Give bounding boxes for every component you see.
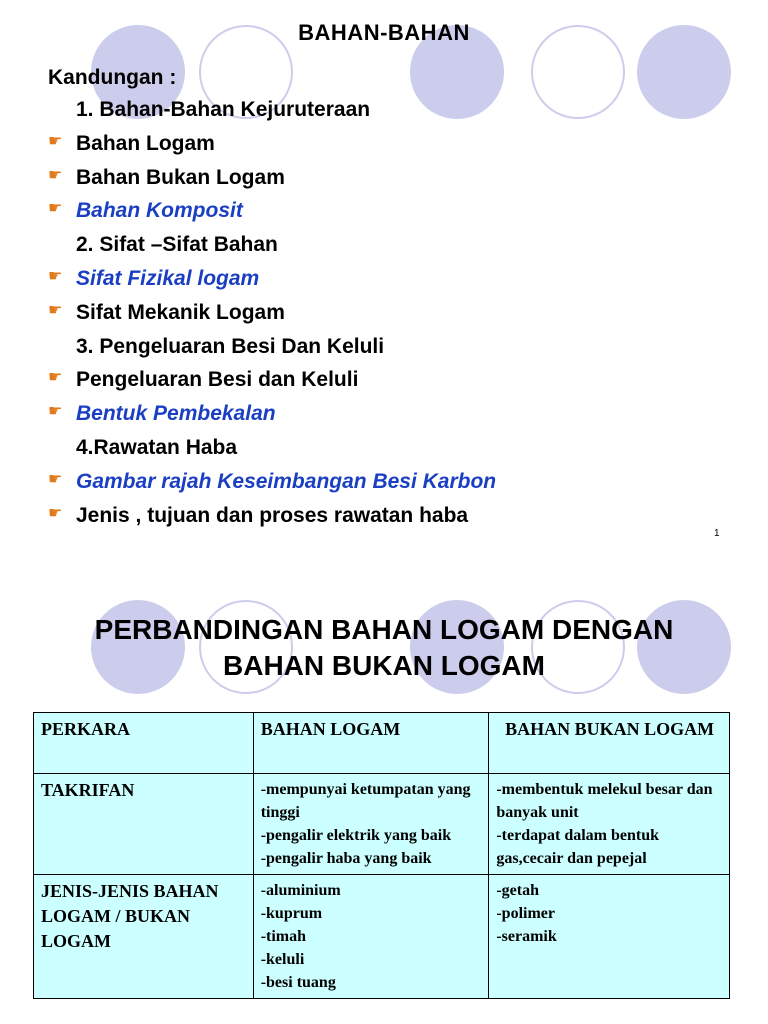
cell-line: -getah [496,882,539,899]
table-cell [489,774,730,875]
table-row [34,875,730,999]
cell-line: -aluminium [260,882,341,899]
table-cell [253,774,489,875]
row-label: TAKRIFAN [34,774,254,875]
list-item: ☛ Bahan Logam [48,127,748,161]
pointing-hand-icon: ☛ [48,166,63,184]
slide-title-line: PERBANDINGAN BAHAN LOGAM DENGAN [94,614,674,645]
header-cell: BAHAN BUKAN LOGAM [489,713,730,774]
list-item: ☛ Bahan Komposit [48,194,748,228]
page-number: 1 [714,528,720,539]
cell-line: -timah [260,928,307,945]
cell-line: -polimer [496,905,555,922]
pointing-hand-icon: ☛ [48,470,63,488]
table-header-row [34,713,730,774]
contents-label: Kandungan : [48,66,177,89]
slide-title [0,612,768,684]
comparison-table [33,712,730,999]
list-item: ☛ Jenis , tujuan dan proses rawatan haba [48,499,748,533]
slide-title-line: BAHAN BUKAN LOGAM [223,650,545,681]
pointing-hand-icon: ☛ [48,403,63,421]
list-item: ☛ Gambar rajah Keseimbangan Besi Karbon [48,465,748,499]
header-cell: BAHAN LOGAM [253,713,489,774]
cell-line: -keluli [260,951,305,968]
list-item: ☛ Bahan Bukan Logam [48,161,748,195]
contents-list [48,93,748,532]
cell-line: -pengalir haba yang baik [260,850,432,867]
pointing-hand-icon: ☛ [48,369,63,387]
cell-line: -pengalir elektrik yang baik [260,827,452,844]
list-item: ☛ Sifat Mekanik Logam [48,296,748,330]
cell-line: -terdapat dalam bentuk gas,cecair dan pepejal [496,827,660,867]
list-item: 3. Pengeluaran Besi Dan Keluli [76,334,385,358]
list-item: ☛ Sifat Fizikal logam [48,262,748,296]
cell-line: -besi tuang [260,974,336,991]
list-item: 2. Sifat –Sifat Bahan [76,233,278,257]
slide-title: BAHAN-BAHAN [298,20,470,45]
pointing-hand-icon: ☛ [48,267,63,285]
list-item: ☛ Pengeluaran Besi dan Keluli [48,363,748,397]
pointing-hand-icon: ☛ [48,301,63,319]
pointing-hand-icon: ☛ [48,200,63,218]
pointing-hand-icon: ☛ [48,132,63,150]
list-item: 4.Rawatan Haba [76,435,238,459]
slide-comparison [0,560,768,1024]
pointing-hand-icon: ☛ [48,504,63,522]
row-label: JENIS-JENIS BAHAN LOGAM / BUKAN LOGAM [34,875,254,999]
table-cell [489,875,730,999]
header-cell: PERKARA [34,713,254,774]
cell-line: -mempunyai ketumpatan yang tinggi [260,781,471,821]
cell-line: -kuprum [260,905,323,922]
list-item: ☛ Bentuk Pembekalan [48,397,748,431]
cell-line: -membentuk melekul besar dan banyak unit [496,781,713,821]
table-row [34,774,730,875]
list-item: 1. Bahan-Bahan Kejuruteraan [76,98,371,121]
table-cell [253,875,489,999]
cell-line: -seramik [496,928,557,945]
